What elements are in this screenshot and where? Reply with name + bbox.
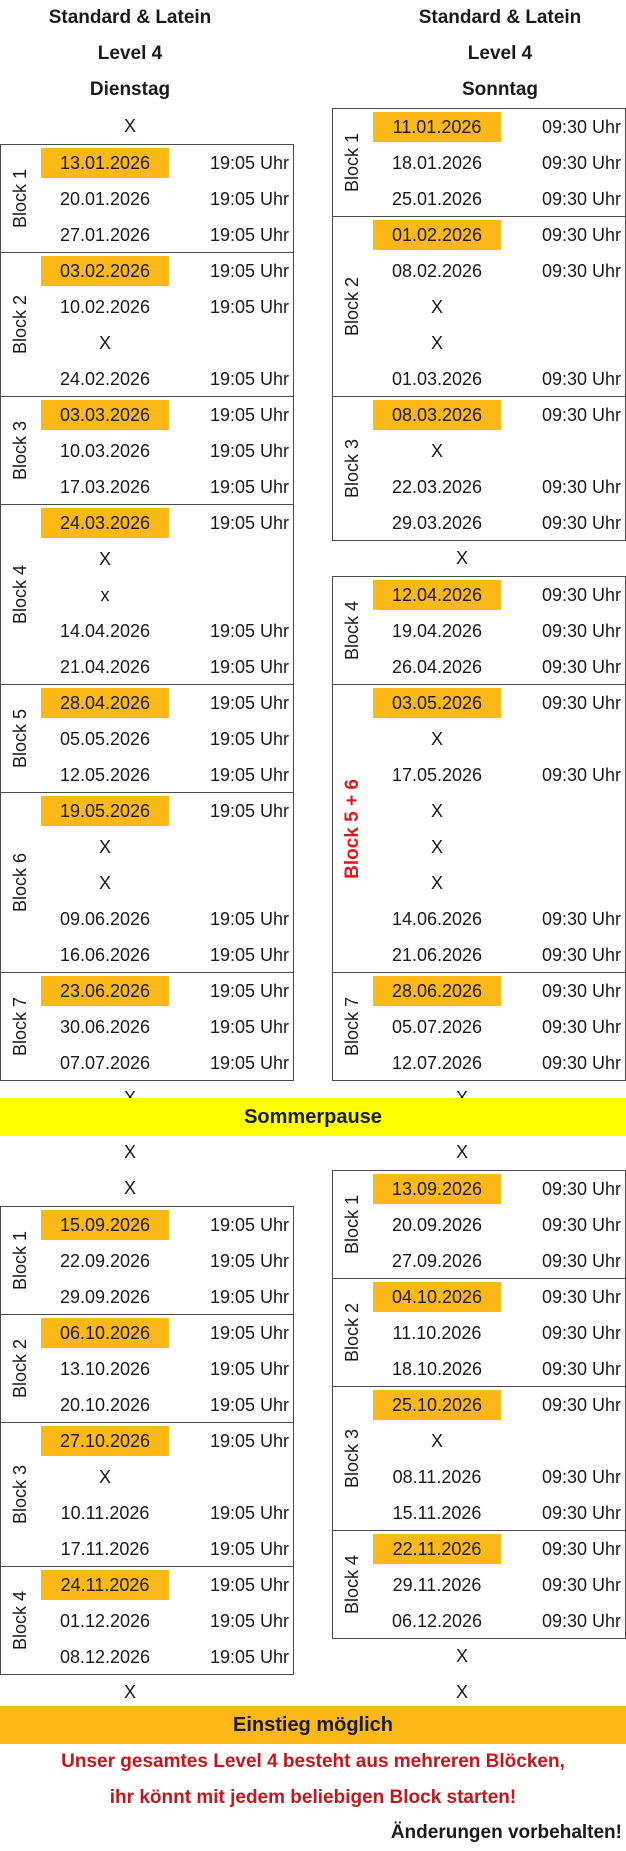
session-time: 19:05 Uhr xyxy=(209,1359,289,1379)
schedule-block xyxy=(332,1170,626,1279)
session-time: 19:05 Uhr xyxy=(209,909,289,929)
session-time: 19:05 Uhr xyxy=(209,801,289,821)
start-date: 08.03.2026 xyxy=(373,400,501,430)
session-time: 09:30 Uhr xyxy=(541,945,621,965)
session-date: 18.10.2026 xyxy=(391,1359,483,1379)
session-time: 09:30 Uhr xyxy=(541,1539,621,1559)
schedule-row xyxy=(1,361,293,397)
session-date: 20.01.2026 xyxy=(59,189,151,209)
block-label-text: Block 4 xyxy=(342,1554,363,1615)
gap-marker: X xyxy=(455,1142,468,1162)
session-date: 09.06.2026 xyxy=(59,909,151,929)
start-date: 25.10.2026 xyxy=(373,1390,501,1420)
session-date: 01.03.2026 xyxy=(391,369,483,389)
block-label-text: Block 2 xyxy=(10,1338,31,1399)
schedule-row xyxy=(333,109,625,145)
schedule-block xyxy=(332,1530,626,1639)
block-label-text: Block 4 xyxy=(10,1590,31,1651)
session-time: 09:30 Uhr xyxy=(541,117,621,137)
skipped-marker: X xyxy=(98,1467,111,1487)
start-date: 11.01.2026 xyxy=(373,112,501,142)
schedule-row xyxy=(333,1387,625,1423)
session-time: 19:05 Uhr xyxy=(209,1539,289,1559)
session-time: 19:05 Uhr xyxy=(209,1575,289,1595)
session-time: 09:30 Uhr xyxy=(541,1359,621,1379)
schedule-row xyxy=(333,433,625,469)
footer-line-1: Unser gesamtes Level 4 besteht aus mehreren Blöcken, xyxy=(61,1751,565,1772)
start-date: 28.06.2026 xyxy=(373,976,501,1006)
block-label-text: Block 3 xyxy=(10,1464,31,1525)
schedule-row xyxy=(333,181,625,217)
schedule-row xyxy=(333,325,625,361)
session-date: 25.01.2026 xyxy=(391,189,483,209)
session-date: 17.11.2026 xyxy=(60,1539,150,1559)
session-date: 01.12.2026 xyxy=(59,1611,151,1631)
start-date: 03.05.2026 xyxy=(373,688,501,718)
session-date: 22.09.2026 xyxy=(59,1251,151,1271)
schedule-row xyxy=(1,1045,293,1081)
session-time: 09:30 Uhr xyxy=(541,693,621,713)
schedule-row xyxy=(333,1171,625,1207)
session-time: 19:05 Uhr xyxy=(209,1503,289,1523)
block-label-text: Block 7 xyxy=(342,996,363,1057)
session-date: 21.06.2026 xyxy=(391,945,483,965)
session-date: 08.11.2026 xyxy=(392,1467,482,1487)
start-date: 06.10.2026 xyxy=(41,1318,169,1348)
schedule-row xyxy=(333,757,625,793)
session-time: 19:05 Uhr xyxy=(209,1611,289,1631)
schedule-block xyxy=(0,792,294,973)
schedule-row xyxy=(333,721,625,757)
schedule-row xyxy=(333,1207,625,1243)
session-time: 09:30 Uhr xyxy=(541,765,621,785)
schedule-row xyxy=(333,829,625,865)
skipped-marker: X xyxy=(430,333,443,353)
session-date: 10.02.2026 xyxy=(59,297,151,317)
schedule-row xyxy=(1,1459,293,1495)
start-date: 28.04.2026 xyxy=(41,688,169,718)
schedule-block xyxy=(332,216,626,397)
session-date: 13.10.2026 xyxy=(59,1359,151,1379)
session-time: 19:05 Uhr xyxy=(209,405,289,425)
gap-marker: X xyxy=(123,116,136,136)
session-date: 10.11.2026 xyxy=(60,1503,150,1523)
block-label-text: Block 4 xyxy=(10,564,31,625)
schedule-row xyxy=(1,1243,293,1279)
schedule-row xyxy=(1,1315,293,1351)
skipped-marker: X xyxy=(98,549,111,569)
schedule-row xyxy=(333,217,625,253)
session-date: 10.03.2026 xyxy=(59,441,151,461)
block-label-text: Block 1 xyxy=(342,132,363,193)
schedule-block xyxy=(0,144,294,253)
session-time: 19:05 Uhr xyxy=(209,1647,289,1667)
session-time: 09:30 Uhr xyxy=(541,1287,621,1307)
schedule-row xyxy=(1,829,293,865)
schedule-row xyxy=(1,397,293,433)
schedule-block xyxy=(332,684,626,973)
schedule-row xyxy=(1,901,293,937)
right-header xyxy=(370,0,626,108)
block-label-text: Block 2 xyxy=(342,1302,363,1363)
skipped-marker: X xyxy=(430,801,443,821)
block-label-text: Block 6 xyxy=(10,852,31,913)
schedule-row xyxy=(333,469,625,505)
schedule-row xyxy=(333,1045,625,1081)
session-time: 19:05 Uhr xyxy=(209,261,289,281)
start-date: 03.02.2026 xyxy=(41,256,169,286)
session-date: 11.10.2026 xyxy=(392,1323,482,1343)
schedule-row xyxy=(333,253,625,289)
block-label-text: Block 2 xyxy=(10,294,31,355)
session-date: 29.11.2026 xyxy=(392,1575,482,1595)
right-title: Standard & Latein xyxy=(418,7,582,28)
block-label-text: Block 3 xyxy=(342,1428,363,1489)
schedule-row xyxy=(1,145,293,181)
schedule-row xyxy=(333,613,625,649)
left-level: Level 4 xyxy=(97,43,163,64)
session-date: 15.11.2026 xyxy=(392,1503,482,1523)
start-date: 24.03.2026 xyxy=(41,508,169,538)
schedule-block xyxy=(0,252,294,397)
skipped-marker: X xyxy=(98,333,111,353)
start-date: 24.11.2026 xyxy=(41,1570,169,1600)
schedule-block xyxy=(332,576,626,685)
session-time: 09:30 Uhr xyxy=(541,1017,621,1037)
schedule-row xyxy=(1,469,293,505)
gap-marker: X xyxy=(455,548,468,568)
start-date: 15.09.2026 xyxy=(41,1210,169,1240)
schedule-row xyxy=(333,397,625,433)
schedule-row xyxy=(333,1495,625,1531)
skipped-marker: X xyxy=(430,873,443,893)
schedule-row xyxy=(333,505,625,541)
start-date: 13.09.2026 xyxy=(373,1174,501,1204)
start-date: 27.10.2026 xyxy=(41,1426,169,1456)
session-date: 05.07.2026 xyxy=(391,1017,483,1037)
start-date: 13.01.2026 xyxy=(41,148,169,178)
block-label-text: Block 1 xyxy=(10,168,31,229)
schedule-row xyxy=(1,613,293,649)
schedule-row xyxy=(1,1531,293,1567)
right-day: Sonntag xyxy=(462,79,538,100)
session-time: 09:30 Uhr xyxy=(541,1179,621,1199)
schedule-row xyxy=(333,1243,625,1279)
summer-break-band: Sommerpause xyxy=(0,1098,626,1136)
session-time: 19:05 Uhr xyxy=(209,1251,289,1271)
session-date: 30.06.2026 xyxy=(59,1017,151,1037)
session-time: 09:30 Uhr xyxy=(541,225,621,245)
schedule-row xyxy=(1,865,293,901)
start-date: 01.02.2026 xyxy=(373,220,501,250)
session-date: 29.09.2026 xyxy=(59,1287,151,1307)
block-label-text: Block 1 xyxy=(10,1230,31,1291)
schedule-row xyxy=(1,1603,293,1639)
session-time: 09:30 Uhr xyxy=(541,621,621,641)
schedule-row xyxy=(333,577,625,613)
schedule-row xyxy=(1,1009,293,1045)
skipped-marker: X xyxy=(430,297,443,317)
gap-marker: X xyxy=(123,1178,136,1198)
schedule-row xyxy=(333,1423,625,1459)
session-time: 19:05 Uhr xyxy=(209,1287,289,1307)
schedule-row xyxy=(333,937,625,973)
schedule-block xyxy=(0,684,294,793)
block-label-text: Block 3 xyxy=(342,438,363,499)
session-date: 20.09.2026 xyxy=(391,1215,483,1235)
session-time: 19:05 Uhr xyxy=(209,477,289,497)
gap-marker: X xyxy=(123,1142,136,1162)
schedule-block xyxy=(0,504,294,685)
session-time: 09:30 Uhr xyxy=(541,261,621,281)
schedule-row xyxy=(1,1279,293,1315)
session-time: 09:30 Uhr xyxy=(541,189,621,209)
session-time: 09:30 Uhr xyxy=(541,585,621,605)
session-time: 19:05 Uhr xyxy=(209,1215,289,1235)
left-header xyxy=(0,0,260,108)
session-time: 19:05 Uhr xyxy=(209,765,289,785)
session-time: 19:05 Uhr xyxy=(209,441,289,461)
session-time: 09:30 Uhr xyxy=(541,513,621,533)
schedule-row xyxy=(1,541,293,577)
session-time: 19:05 Uhr xyxy=(209,1053,289,1073)
session-time: 09:30 Uhr xyxy=(541,1323,621,1343)
schedule-row xyxy=(333,649,625,685)
session-time: 09:30 Uhr xyxy=(541,981,621,1001)
session-time: 19:05 Uhr xyxy=(209,729,289,749)
session-date: 26.04.2026 xyxy=(391,657,483,677)
schedule-block xyxy=(0,972,294,1081)
session-date: 18.01.2026 xyxy=(391,153,483,173)
skipped-marker: X xyxy=(430,729,443,749)
session-time: 09:30 Uhr xyxy=(541,1053,621,1073)
skipped-marker: X xyxy=(98,873,111,893)
schedule-row xyxy=(1,433,293,469)
session-date: 12.05.2026 xyxy=(59,765,151,785)
schedule-block xyxy=(332,396,626,541)
schedule-block xyxy=(332,108,626,217)
schedule-row xyxy=(1,325,293,361)
block-label-text: Block 5 + 6 xyxy=(342,778,363,879)
session-time: 09:30 Uhr xyxy=(541,1611,621,1631)
session-date: 06.12.2026 xyxy=(391,1611,483,1631)
session-time: 19:05 Uhr xyxy=(209,1431,289,1451)
gap-marker: X xyxy=(455,1682,468,1702)
schedule-row xyxy=(1,253,293,289)
entry-possible-band: Einstieg möglich xyxy=(0,1706,626,1744)
schedule-row xyxy=(333,865,625,901)
schedule-block xyxy=(0,1566,294,1675)
gap-marker: X xyxy=(123,1682,136,1702)
schedule-block xyxy=(332,972,626,1081)
schedule-row xyxy=(1,1567,293,1603)
gap-marker: X xyxy=(455,1646,468,1666)
session-time: 09:30 Uhr xyxy=(541,1395,621,1415)
skipped-marker: X xyxy=(430,1431,443,1451)
right-level: Level 4 xyxy=(467,43,533,64)
schedule-row xyxy=(333,1459,625,1495)
block-label-text: Block 7 xyxy=(10,996,31,1057)
session-time: 19:05 Uhr xyxy=(209,981,289,1001)
schedule-row xyxy=(333,1315,625,1351)
session-time: 09:30 Uhr xyxy=(541,1251,621,1271)
skipped-marker: X xyxy=(98,837,111,857)
start-date: 23.06.2026 xyxy=(41,976,169,1006)
session-time: 09:30 Uhr xyxy=(541,657,621,677)
session-time: 09:30 Uhr xyxy=(541,477,621,497)
start-date: 04.10.2026 xyxy=(373,1282,501,1312)
session-date: 24.02.2026 xyxy=(59,369,151,389)
schedule-row xyxy=(1,505,293,541)
block-label-text: Block 3 xyxy=(10,420,31,481)
session-time: 09:30 Uhr xyxy=(541,1215,621,1235)
schedule-row xyxy=(1,937,293,973)
session-time: 19:05 Uhr xyxy=(209,225,289,245)
session-time: 19:05 Uhr xyxy=(209,189,289,209)
session-date: 17.03.2026 xyxy=(59,477,151,497)
session-time: 09:30 Uhr xyxy=(541,153,621,173)
session-time: 19:05 Uhr xyxy=(209,153,289,173)
start-date: 22.11.2026 xyxy=(373,1534,501,1564)
schedule-row xyxy=(333,361,625,397)
session-date: 22.03.2026 xyxy=(391,477,483,497)
schedule-row xyxy=(333,1009,625,1045)
schedule-row xyxy=(333,685,625,721)
session-time: 19:05 Uhr xyxy=(209,693,289,713)
start-date: 19.05.2026 xyxy=(41,796,169,826)
schedule-block xyxy=(0,1422,294,1567)
session-time: 09:30 Uhr xyxy=(541,1503,621,1523)
skipped-marker: X xyxy=(430,837,443,857)
schedule-block xyxy=(0,396,294,505)
block-label-text: Block 4 xyxy=(342,600,363,661)
session-time: 19:05 Uhr xyxy=(209,657,289,677)
schedule-row xyxy=(1,577,293,613)
schedule-row xyxy=(1,1207,293,1243)
session-time: 09:30 Uhr xyxy=(541,909,621,929)
skipped-marker: x xyxy=(100,585,110,605)
schedule-row xyxy=(1,649,293,685)
schedule-row xyxy=(1,793,293,829)
schedule-row xyxy=(1,757,293,793)
block-label-text: Block 5 xyxy=(10,708,31,769)
schedule-row xyxy=(1,721,293,757)
schedule-row xyxy=(333,145,625,181)
session-time: 19:05 Uhr xyxy=(209,297,289,317)
session-date: 12.07.2026 xyxy=(391,1053,483,1073)
left-title: Standard & Latein xyxy=(48,7,212,28)
session-time: 09:30 Uhr xyxy=(541,1467,621,1487)
schedule-row xyxy=(1,181,293,217)
schedule-row xyxy=(333,1279,625,1315)
schedule-row xyxy=(333,1351,625,1387)
schedule-row xyxy=(1,1495,293,1531)
footer-line-2: ihr könnt mit jedem beliebigen Block starten! xyxy=(109,1787,517,1808)
session-date: 19.04.2026 xyxy=(391,621,483,641)
session-date: 29.03.2026 xyxy=(391,513,483,533)
start-date: 12.04.2026 xyxy=(373,580,501,610)
changes-reserved-note: Änderungen vorbehalten! xyxy=(390,1822,622,1843)
session-date: 20.10.2026 xyxy=(59,1395,151,1415)
schedule-block xyxy=(0,1314,294,1423)
schedule-row xyxy=(333,1531,625,1567)
session-time: 19:05 Uhr xyxy=(209,1395,289,1415)
schedule-row xyxy=(1,1387,293,1423)
schedule-block xyxy=(0,1206,294,1315)
schedule-row xyxy=(333,901,625,937)
session-time: 19:05 Uhr xyxy=(209,945,289,965)
session-time: 19:05 Uhr xyxy=(209,1323,289,1343)
left-day: Dienstag xyxy=(89,79,171,100)
schedule-row xyxy=(1,289,293,325)
start-date: 03.03.2026 xyxy=(41,400,169,430)
session-date: 16.06.2026 xyxy=(59,945,151,965)
session-time: 19:05 Uhr xyxy=(209,513,289,533)
session-date: 07.07.2026 xyxy=(59,1053,151,1073)
schedule-row xyxy=(1,1423,293,1459)
session-date: 27.01.2026 xyxy=(59,225,151,245)
session-date: 27.09.2026 xyxy=(391,1251,483,1271)
schedule-row xyxy=(333,793,625,829)
schedule-row xyxy=(1,1639,293,1675)
session-date: 14.04.2026 xyxy=(59,621,151,641)
block-label-text: Block 2 xyxy=(342,276,363,337)
schedule-row xyxy=(1,1351,293,1387)
schedule-block xyxy=(332,1278,626,1387)
session-time: 19:05 Uhr xyxy=(209,1017,289,1037)
schedule-row xyxy=(333,1603,625,1639)
schedule-row xyxy=(333,289,625,325)
session-time: 19:05 Uhr xyxy=(209,369,289,389)
session-time: 09:30 Uhr xyxy=(541,405,621,425)
session-date: 08.02.2026 xyxy=(391,261,483,281)
block-label-text: Block 1 xyxy=(342,1194,363,1255)
schedule-row xyxy=(333,1567,625,1603)
session-date: 21.04.2026 xyxy=(59,657,151,677)
session-time: 09:30 Uhr xyxy=(541,369,621,389)
session-time: 19:05 Uhr xyxy=(209,621,289,641)
session-date: 05.05.2026 xyxy=(59,729,151,749)
session-date: 14.06.2026 xyxy=(391,909,483,929)
schedule-row xyxy=(1,973,293,1009)
schedule-row xyxy=(1,217,293,253)
session-date: 17.05.2026 xyxy=(391,765,483,785)
session-date: 08.12.2026 xyxy=(59,1647,151,1667)
session-time: 09:30 Uhr xyxy=(541,1575,621,1595)
schedule-row xyxy=(333,973,625,1009)
schedule-row xyxy=(1,685,293,721)
schedule-block xyxy=(332,1386,626,1531)
skipped-marker: X xyxy=(430,441,443,461)
